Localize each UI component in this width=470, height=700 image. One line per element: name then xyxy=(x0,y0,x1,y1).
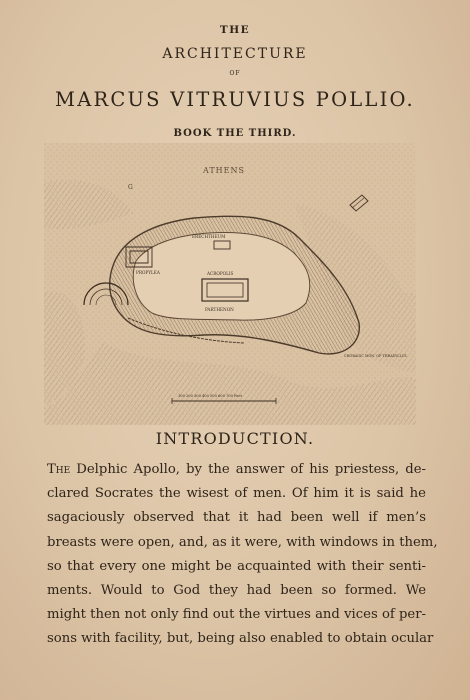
title-architecture: ARCHITECTURE xyxy=(162,46,308,62)
text-line: so that every one might be acquainted with their senti- xyxy=(47,558,426,574)
title-the: THE xyxy=(219,24,251,36)
text-line: breasts were open, and, as it were, with windows in them, xyxy=(47,534,438,550)
map-label-acropolis: ACROPOLIS xyxy=(207,271,234,276)
map-label-propylaea: PROPYLEA xyxy=(136,270,160,275)
text-line: sagaciously observed that it had been well if men’s xyxy=(47,510,426,526)
acropolis-map-illustration xyxy=(44,143,416,425)
text-line: clared Socrates the wisest of men. Of him it is said he xyxy=(47,486,426,502)
map-label-monument: CHORAGIC MON. OF THRASYLLUS xyxy=(344,354,407,358)
map-label-erechtheum: ERECHTHEUM xyxy=(192,234,226,239)
section-title: INTRODUCTION. xyxy=(155,429,315,448)
text-line: The Delphic Apollo, by the answer of his priestess, de- xyxy=(47,462,426,477)
text-line: might then not only find out the virtues and vices of per- xyxy=(47,607,426,623)
text-line-lead: The xyxy=(47,462,71,477)
text-line: sons with facility, but, being also enabled to obtain ocular xyxy=(47,631,434,647)
title-author: MARCUS VITRUVIUS POLLIO. xyxy=(55,88,415,111)
map-scale-label: 100 200 300 400 500 600 700 Feet xyxy=(178,394,243,398)
book-heading: BOOK THE THIRD. xyxy=(173,128,297,139)
paragraph xyxy=(47,458,438,652)
text-line: ments. Would to God they had been so formed. We xyxy=(47,583,426,599)
title-of: OF xyxy=(229,70,241,77)
map-title: ATHENS xyxy=(203,166,245,175)
map-label-g: G xyxy=(128,184,133,191)
engraved-map-athens xyxy=(44,143,416,425)
map-label-parthenon: PARTHENON xyxy=(205,307,234,312)
